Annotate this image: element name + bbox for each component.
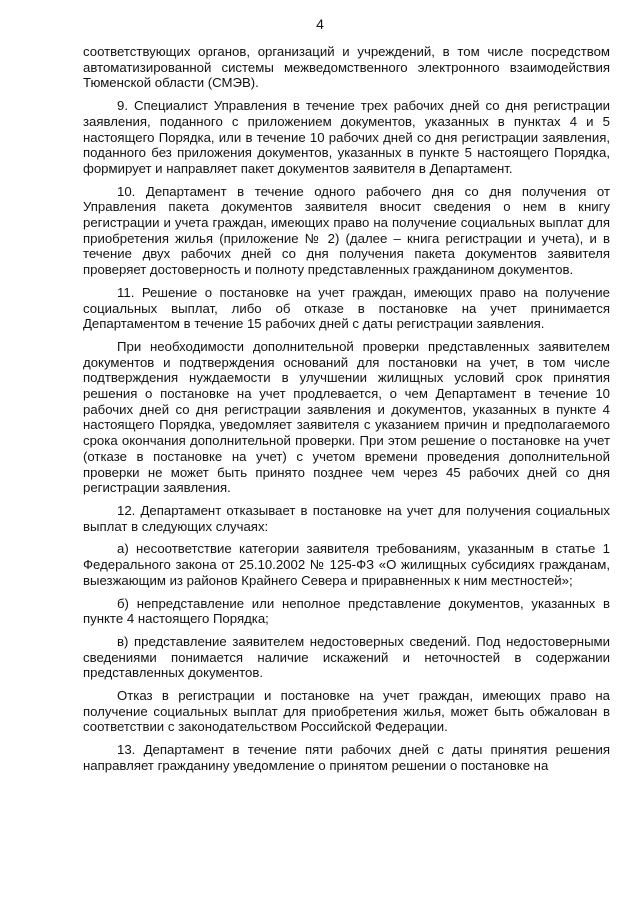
paragraph-appeal: Отказ в регистрации и постановке на учет граждан, имеющих право на получение социальных выплат для приобретения жилья, может быть обжалован в соответствии с законодательством Российской Федерации. [83, 688, 610, 735]
paragraph-item-12: 12. Департамент отказывает в постановке на учет для получения социальных выплат в следующих случаях: [83, 502, 610, 534]
paragraph-item-12-a: а) несоответствие категории заявителя требованиям, указанным в статье 1 Федерального закона от 25.10.2002 № 125-ФЗ «О жилищных субсидиях гражданам, выезжающим из районов Крайнего Севера и приравненных к ним местностей»; [83, 541, 610, 588]
paragraph-item-12-b: б) непредставление или неполное представление документов, указанных в пункте 4 настоящего Порядка; [83, 595, 610, 627]
page-number: 4 [316, 16, 324, 32]
document-body [83, 44, 610, 774]
paragraph-additional-check: При необходимости дополнительной проверки представленных заявителем документов и подтверждения оснований для постановки на учет, в том числе подтверждения нуждаемости в улучшении жилищных условий срок принятия решения о постановке на учет продлевается, о чем Департамент в течение 10 рабочих дней со дня регистрации заявления и документов, указанных в пункте 4 настоящего Порядка, уведомляет заявителя с указанием причин и предполагаемого срока окончания дополнительной проверки. При этом решение о постановке на учет (отказе в постановке на учет) с учетом времени проведения дополнительной проверки не может быть принято позднее чем через 45 рабочих дней со дня регистрации заявления. [83, 338, 610, 496]
paragraph-item-12-v: в) представление заявителем недостоверных сведений. Под недостоверными сведениями понимается наличие искажений и неточностей в содержании представленных документов. [83, 633, 610, 681]
paragraph-item-11: 11. Решение о постановке на учет граждан, имеющих право на получение социальных выплат, либо об отказе в постановке на учет принимается Департаментом в течение 15 рабочих дней с даты регистрации заявления. [83, 284, 610, 332]
paragraph-item-10: 10. Департамент в течение одного рабочего дня со дня получения от Управления пакета документов заявителя вносит сведения о нем в книгу регистрации и учета граждан, имеющих право на получение социальных выплат для приобретения жилья (приложение № 2) (далее – книга регистрации и учета), и в течение двух рабочих дней со дня получения пакета документов заявителя проверяет достоверность и полноту представленных гражданином документов. [83, 183, 610, 278]
paragraph-item-13: 13. Департамент в течение пяти рабочих дней с даты принятия решения направляет гражданину уведомление о принятом решении о постановке на [83, 742, 610, 773]
paragraph-item-9: 9. Специалист Управления в течение трех рабочих дней со дня регистрации заявления, поданного с приложением документов, указанных в пунктах 4 и 5 настоящего Порядка, или в течение 10 рабочих дней со дня регистрации заявления, поданного без приложения документов, указанных в пункте 5 настоящего Порядка, формирует и направляет пакет документов заявителя в Департамент. [83, 98, 610, 176]
paragraph-continuation: соответствующих органов, организаций и учреждений, в том числе посредством автоматизированной системы межведомственного электронного взаимодействия Тюменской области (СМЭВ). [83, 44, 610, 91]
